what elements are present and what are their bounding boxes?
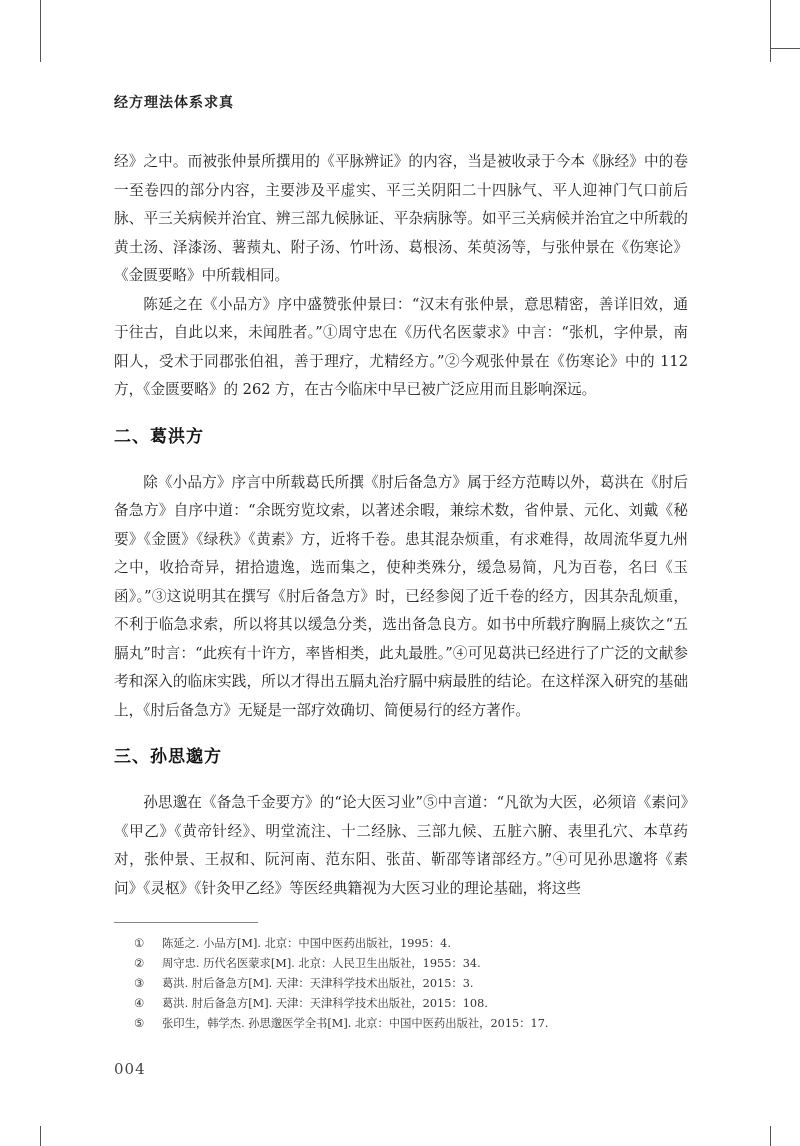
footnote-text: 葛洪. 肘后备急方[M]. 天津：天津科学技术出版社，2015：3. (162, 977, 474, 990)
footnote-text: 周守忠. 历代名医蒙求[M]. 北京：人民卫生出版社，1955：34. (162, 957, 481, 970)
footnote (134, 934, 694, 954)
footnote-number: ① (134, 937, 145, 950)
footnote-number: ② (134, 957, 145, 970)
footnote-text: 葛洪. 肘后备急方[M]. 天津：天津科学技术出版社，2015：108. (162, 997, 488, 1010)
crop-mark (40, 1126, 41, 1146)
section-heading: 三、孙思邈方 (114, 747, 222, 767)
crop-mark (770, 1126, 771, 1146)
running-head: 经方理法体系求真 (114, 95, 234, 111)
footnote-number: ④ (134, 997, 145, 1010)
footnote-text: 张印生，韩学杰. 孙思邈医学全书[M]. 北京：中国中医药出版社，2015：17. (162, 1017, 549, 1030)
footnote (134, 994, 694, 1014)
footnote-divider (114, 922, 258, 923)
footnote (134, 1014, 694, 1034)
footnote-text: 陈延之. 小品方[M]. 北京：中国中医药出版社，1995：4. (162, 937, 451, 950)
paragraph: 经》之中。而被张仲景所撰用的《平脉辨证》的内容，当是被收录于今本《脉经》中的卷一至卷四的部分内容，主要涉及平虚实、平三关阴阳二十四脉气、平人迎神门气口前后脉、平三关病候并治宜、辨三部九候脉证、平杂病脉等。如平三关病候并治宜之中所载的黄土汤、泽漆汤、薯蓣丸、附子汤、竹叶汤、葛根汤、茱萸汤等，与张仲景在《伤寒论》《金匮要略》中所载相同。 (114, 153, 688, 284)
page-number: 004 (114, 1060, 146, 1078)
paragraph: 陈延之在《小品方》序中盛赞张仲景曰：“汉末有张仲景，意思精密，善详旧效，通于往古，自此以来，未闻胜者。”①周守忠在《历代名医蒙求》中言：“张机，字仲景，南阳人，受术于同郡张伯祖，善于理疗，尤精经方。”②今观张仲景在《伤寒论》中的 112 方，《金匮要略》的 262 方，在古今临床中早已被广泛应用而且影响深远。 (114, 295, 688, 398)
crop-mark (770, 0, 771, 62)
footnote-number: ③ (134, 977, 145, 990)
paragraph: 除《小品方》序言中所载葛氏所撰《肘后备急方》属于经方范畴以外，葛洪在《肘后备急方》自序中道：“余既穷览坟索，以著述余暇，兼综术数，省仲景、元化、刘戴《秘要》《金匮》《绿秩》《黄素》方，近将千卷。患其混杂烦重，有求难得，故周流华夏九州之中，收拾奇异，捃拾遗逸，选而集之，使种类殊分，缓急易简，凡为百卷，名曰《玉函》。”③这说明其在撰写《肘后备急方》时，已经参阅了近千卷的经方，因其杂乱烦重，不利于临急求索，所以将其以缓急分类，选出备急良方。如书中所载疗胸膈上痰饮之“五膈丸”时言：“此疾有十许方，率皆相类，此丸最胜。”④可见葛洪已经进行了广泛的文献参考和深入的临床实践，所以才得出五膈丸治疗膈中病最胜的结论。在这样深入研究的基础上，《肘后备急方》无疑是一部疗效确切、简便易行的经方著作。 (114, 473, 688, 719)
crop-mark (40, 0, 41, 62)
section-heading: 二、葛洪方 (114, 426, 204, 447)
body-text (114, 148, 688, 903)
footnote (134, 954, 694, 974)
footnote-number: ⑤ (134, 1017, 145, 1030)
footnote (134, 974, 694, 994)
crop-mark (770, 48, 800, 49)
paragraph: 孙思邈在《备急千金要方》的“论大医习业”⑤中言道：“凡欲为大医，必须谙《素问》《甲乙》《黄帝针经》、明堂流注、十二经脉、三部九候、五脏六腑、表里孔穴、本草药对，张仲景、王叔和、阮河南、范东阳、张苗、靳邵等诸部经方。”④可见孙思邈将《素问》《灵枢》《针灸甲乙经》等医经典籍视为大医习业的理论基础，将这些 (114, 794, 688, 897)
footnotes (134, 934, 694, 1034)
